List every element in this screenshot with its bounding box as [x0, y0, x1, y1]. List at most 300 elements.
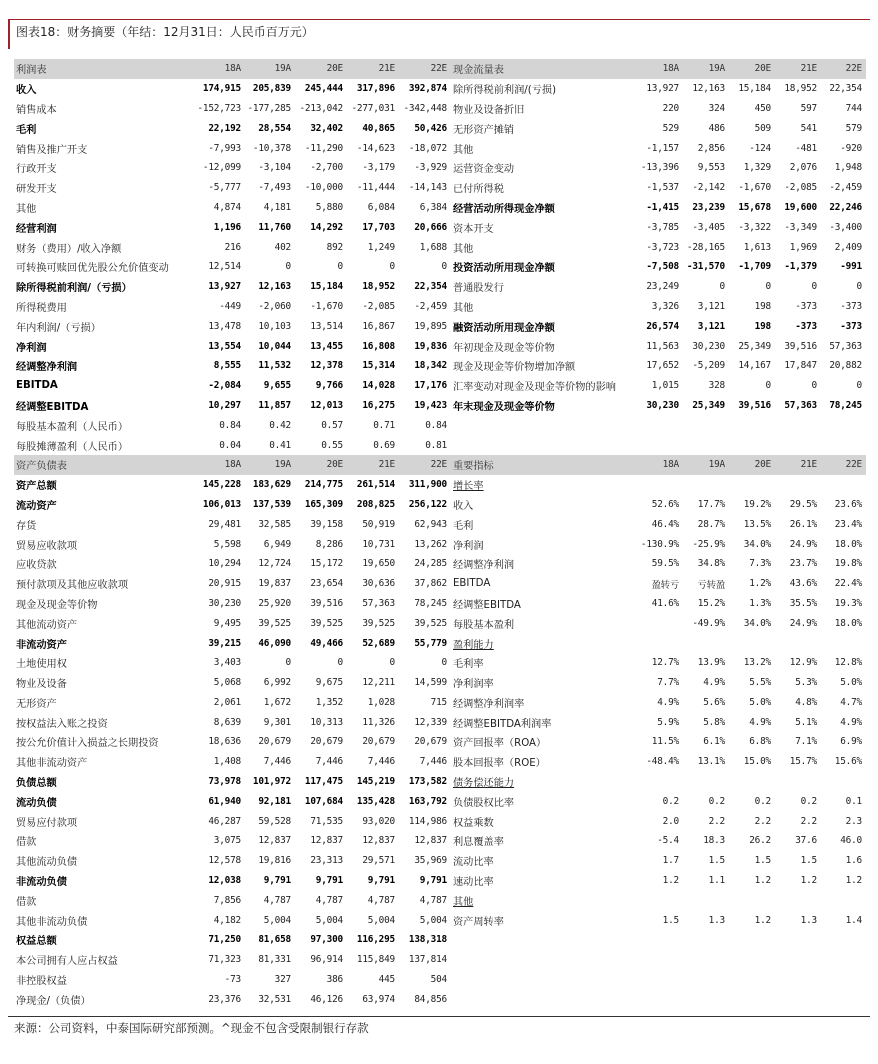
row-label: 投资活动所用现金净额 [453, 263, 555, 275]
cell-value: -481 [795, 142, 817, 154]
cell-value [637, 435, 683, 455]
cell-value: 23.7% [789, 558, 817, 570]
row-label: 负债总额 [16, 778, 57, 790]
table-row [14, 989, 451, 1009]
cell-value: 22E [821, 59, 866, 79]
cell-value: 0.57 [321, 419, 343, 431]
cell-value: 19.2% [743, 498, 771, 510]
cell-value: 0 [441, 261, 447, 273]
cell-value: 13.9% [697, 657, 725, 669]
cell-value: 13,927 [646, 83, 679, 95]
cell-value: 1.2 [800, 875, 817, 887]
cell-value: 23,239 [692, 201, 725, 213]
cell-value: 445 [378, 974, 395, 986]
row-label: 资产回报率（ROA） [453, 738, 547, 750]
cell-value: 15.7% [789, 756, 817, 768]
row-label: 资产总额 [16, 481, 57, 493]
cell-value: 0.2 [800, 795, 817, 807]
bottom-rule [8, 1016, 870, 1017]
table-row [451, 336, 866, 356]
cell-value: 3,403 [213, 657, 241, 669]
cell-value: 1,969 [789, 241, 817, 253]
row-label: 经调整净利润 [16, 362, 78, 374]
cell-value: 13,262 [414, 538, 447, 550]
cell-value: 20,666 [414, 221, 447, 233]
cell-value: 0 [811, 281, 817, 293]
table-row [14, 376, 451, 396]
cell-value: 529 [662, 122, 679, 134]
cell-value [821, 772, 866, 792]
cell-value: 19,600 [784, 201, 817, 213]
cell-value: 24.9% [789, 538, 817, 550]
cell-value: 486 [708, 122, 725, 134]
row-label: 其他 [453, 896, 474, 908]
cell-value: 198 [754, 300, 771, 312]
cell-value: 6,084 [367, 201, 395, 213]
cell-value: 14,292 [310, 221, 343, 233]
cell-value: 5,004 [263, 914, 291, 926]
cell-value: 4.8% [795, 696, 817, 708]
cell-value: 46,126 [310, 993, 343, 1005]
cell-value: 137,814 [408, 954, 447, 966]
cell-value: 78,245 [414, 597, 447, 609]
table-row [451, 752, 866, 772]
cell-value: 35.5% [789, 597, 817, 609]
row-label: 借款 [16, 896, 37, 908]
cell-value: 32,585 [258, 518, 291, 530]
row-label: 经调整EBITDA利润率 [453, 718, 552, 730]
cell-value: 117,475 [304, 776, 343, 788]
cell-value: 317,896 [356, 83, 395, 95]
cell-value: 11,760 [258, 221, 291, 233]
cell-value: 450 [754, 102, 771, 114]
cell-value: 20E [295, 455, 347, 475]
cell-value: -373 [795, 320, 817, 332]
cell-value: 20,679 [362, 736, 395, 748]
cell-value: 1.2 [754, 914, 771, 926]
row-label: 非控股权益 [16, 976, 67, 988]
row-label: 毛利 [16, 124, 37, 136]
cell-value: 0 [441, 657, 447, 669]
cell-value: 1,672 [263, 696, 291, 708]
cell-value: -3,104 [258, 162, 291, 174]
cell-value [683, 890, 729, 910]
cell-value: 46.0 [840, 835, 862, 847]
cell-value: 1,028 [367, 696, 395, 708]
cell-value: 20E [295, 59, 347, 79]
cell-value: 71,323 [208, 954, 241, 966]
cell-value: 9,655 [263, 380, 291, 392]
cell-value: 5,004 [419, 914, 447, 926]
cell-value: 13,927 [208, 281, 241, 293]
table-row [451, 594, 866, 614]
cell-value: -7,993 [208, 142, 241, 154]
cell-value: 19A [245, 455, 295, 475]
row-label: 现金及现金等价物 [16, 599, 98, 611]
cell-value: -1,415 [646, 201, 679, 213]
cell-value: 15,314 [362, 360, 395, 372]
cell-value: 1,613 [743, 241, 771, 253]
cell-value: 23.6% [834, 498, 862, 510]
table-row [14, 495, 451, 515]
row-label: 现金及现金等价物增加净额 [453, 362, 576, 374]
cell-value: -2,085 [362, 300, 395, 312]
cell-value: 261,514 [356, 479, 395, 491]
table-row [14, 871, 451, 891]
cell-value: 23,376 [208, 993, 241, 1005]
cell-value: -5,777 [208, 182, 241, 194]
row-label: 负债股权比率 [453, 797, 515, 809]
cell-value: 5.5% [749, 677, 771, 689]
cell-value: 35,969 [414, 855, 447, 867]
row-label: 其他 [16, 203, 37, 215]
cell-value [683, 772, 729, 792]
cell-value: 6,992 [263, 677, 291, 689]
cell-value: 20,915 [208, 578, 241, 590]
row-label: 融资活动所用现金净额 [453, 322, 555, 334]
cell-value: 116,295 [356, 934, 395, 946]
cell-value: 25,349 [692, 399, 725, 411]
cell-value: 7,856 [213, 894, 241, 906]
cell-value [729, 633, 775, 653]
cell-value: 324 [708, 102, 725, 114]
cell-value: 62,943 [414, 518, 447, 530]
cell-value: 19A [683, 59, 729, 79]
cell-value: 5,004 [315, 914, 343, 926]
cell-value: 11,532 [258, 360, 291, 372]
cell-value: 16,808 [362, 340, 395, 352]
row-label: 存货 [16, 520, 37, 532]
table-row [451, 396, 866, 416]
table-row [14, 297, 451, 317]
cell-value: 15.2% [697, 597, 725, 609]
table-row [14, 613, 451, 633]
cell-value: 12.8% [834, 657, 862, 669]
cell-value: 12,013 [310, 399, 343, 411]
cell-value [637, 475, 683, 495]
row-label: 所得税费用 [16, 302, 67, 314]
cell-value: 328 [708, 380, 725, 392]
cell-value: 12,837 [362, 835, 395, 847]
row-label: 年初现金及现金等价物 [453, 342, 555, 354]
cell-value: 39,158 [310, 518, 343, 530]
table-row [451, 257, 866, 277]
cell-value: -3,723 [646, 241, 679, 253]
cell-value: -48.4% [646, 756, 679, 768]
table-row [451, 99, 866, 119]
cell-value: 2,409 [834, 241, 862, 253]
table-header-row [14, 455, 451, 475]
cell-value: 6.8% [749, 736, 771, 748]
cell-value: 7,446 [263, 756, 291, 768]
table-row [451, 237, 866, 257]
table-row [14, 752, 451, 772]
cell-value: 1.5 [708, 855, 725, 867]
cell-value: 183,629 [252, 479, 291, 491]
cell-value: 12.9% [789, 657, 817, 669]
cell-value: 5.1% [795, 716, 817, 728]
cell-value: 4.9% [749, 716, 771, 728]
cell-value: 10,731 [362, 538, 395, 550]
cell-value: 29,481 [208, 518, 241, 530]
table-row [451, 831, 866, 851]
cell-value: 22E [399, 59, 451, 79]
cell-value: 17.7% [697, 498, 725, 510]
table-row [14, 118, 451, 138]
cell-value: 14,028 [362, 380, 395, 392]
cell-value: -13,396 [640, 162, 679, 174]
cell-value: 2,061 [213, 696, 241, 708]
table-row [451, 910, 866, 930]
cell-value: 1.2 [662, 875, 679, 887]
table-row [14, 415, 451, 435]
cell-value: 23,249 [646, 281, 679, 293]
table-row [14, 396, 451, 416]
cell-value: 15,184 [310, 281, 343, 293]
cell-value: -373 [840, 320, 862, 332]
row-label: 经调整净利润 [453, 560, 515, 572]
table-row [451, 613, 866, 633]
cell-value: -14,143 [408, 182, 447, 194]
cell-value: 0 [337, 261, 343, 273]
cell-value [729, 475, 775, 495]
cell-value: 579 [845, 122, 862, 134]
cell-value: 18,952 [362, 281, 395, 293]
cell-value: 5.0% [749, 696, 771, 708]
cell-value [821, 435, 866, 455]
cell-value: 15,184 [738, 83, 771, 95]
cell-value: 13,554 [208, 340, 241, 352]
table-row [14, 198, 451, 218]
cell-value: 57,363 [362, 597, 395, 609]
cell-value: 0 [765, 281, 771, 293]
cell-value: -277,031 [351, 102, 395, 114]
cell-value: 4.9% [703, 677, 725, 689]
cell-value: 3,121 [697, 300, 725, 312]
row-label: 无形资产摊销 [453, 124, 515, 136]
table-row [451, 851, 866, 871]
row-label: 每股基本盈利 [453, 619, 515, 631]
cell-value: -213,042 [299, 102, 343, 114]
cell-value: 7,446 [315, 756, 343, 768]
cell-value: 39,525 [414, 617, 447, 629]
cell-value: 1.5 [662, 914, 679, 926]
cell-value: 22,192 [208, 122, 241, 134]
cell-value: 15,172 [310, 558, 343, 570]
cell-value: 20,882 [829, 360, 862, 372]
cell-value: 1.3% [749, 597, 771, 609]
cell-value: -18,072 [408, 142, 447, 154]
table-row [451, 871, 866, 891]
cell-value: 6,384 [419, 201, 447, 213]
cell-value: 0.84 [219, 419, 241, 431]
cell-value: 18,342 [414, 360, 447, 372]
cell-value: 25,920 [258, 597, 291, 609]
table-row [14, 316, 451, 336]
cell-value: 19,650 [362, 558, 395, 570]
cell-value [683, 475, 729, 495]
cell-value: 2,076 [789, 162, 817, 174]
cell-value [729, 415, 775, 435]
cell-value: 8,639 [213, 716, 241, 728]
cell-value: 21E [347, 455, 399, 475]
cell-value: 12,837 [258, 835, 291, 847]
table-row [451, 791, 866, 811]
cell-value: 78,245 [829, 399, 862, 411]
cell-value: 46,287 [208, 815, 241, 827]
section-heading-row [451, 772, 866, 792]
cell-value: -130.9% [640, 538, 679, 550]
cell-value: 402 [274, 241, 291, 253]
cell-value: 22,354 [829, 83, 862, 95]
cell-value: 49,466 [310, 637, 343, 649]
cell-value: 13,478 [208, 320, 241, 332]
row-label: 其他流动资产 [16, 619, 78, 631]
cell-value: -5,209 [692, 360, 725, 372]
cell-value: 214,775 [304, 479, 343, 491]
cell-value: 11.5% [651, 736, 679, 748]
cell-value: -342,448 [403, 102, 447, 114]
cell-value: 165,309 [304, 498, 343, 510]
cell-value: 5.9% [657, 716, 679, 728]
cell-value: 744 [845, 102, 862, 114]
section-heading-row [451, 633, 866, 653]
cell-value: 9,301 [263, 716, 291, 728]
table-row [14, 970, 451, 990]
cell-value: 81,331 [258, 954, 291, 966]
cell-value [683, 633, 729, 653]
cell-value: 17,847 [784, 360, 817, 372]
cell-value: 12.7% [651, 657, 679, 669]
cell-value: 2.2 [754, 815, 771, 827]
row-label: 净现金/（负债） [16, 995, 91, 1007]
row-label [451, 435, 637, 455]
cell-value: 11,563 [646, 340, 679, 352]
cell-value: -1,379 [784, 261, 817, 273]
cell-value: 39,516 [784, 340, 817, 352]
table-row [451, 554, 866, 574]
table-row [14, 712, 451, 732]
cell-value: 81,658 [258, 934, 291, 946]
cell-value: 37.6 [795, 835, 817, 847]
table-row [14, 574, 451, 594]
row-label: 净利润率 [453, 679, 494, 691]
cell-value: 1.4 [845, 914, 862, 926]
cell-value: -31,570 [686, 261, 725, 273]
cell-value: 1.1 [708, 875, 725, 887]
cell-value: 107,684 [304, 795, 343, 807]
cell-value: 17,703 [362, 221, 395, 233]
cell-value: 17,652 [646, 360, 679, 372]
cell-value: 0.71 [373, 419, 395, 431]
cell-value: 245,444 [304, 83, 343, 95]
row-label: 可转换可赎回优先股公允价值变动 [16, 263, 169, 275]
table-row [14, 158, 451, 178]
cell-value: 55,779 [414, 637, 447, 649]
cell-value: 37,862 [414, 578, 447, 590]
cell-value: 18A [637, 455, 683, 475]
cell-value: 12,038 [208, 875, 241, 887]
cell-value: 1,688 [419, 241, 447, 253]
table-row [14, 693, 451, 713]
table-row [14, 475, 451, 495]
cell-value [637, 772, 683, 792]
cell-value: 22,354 [414, 281, 447, 293]
row-label: 借款 [16, 837, 37, 849]
cell-value: 9,791 [263, 875, 291, 887]
cell-value [821, 415, 866, 435]
table-row [451, 653, 866, 673]
cell-value: 34.8% [697, 558, 725, 570]
cell-value: 30,230 [208, 597, 241, 609]
cell-value: 892 [326, 241, 343, 253]
cell-value: 114,986 [408, 815, 447, 827]
cell-value: 9,675 [315, 677, 343, 689]
row-label: 研发开支 [16, 184, 57, 196]
cell-value: 5,068 [213, 677, 241, 689]
cell-value: 1.2% [749, 578, 771, 590]
cell-value: -373 [795, 300, 817, 312]
cell-value: 5,598 [213, 538, 241, 550]
cell-value: 盈转亏 [651, 579, 679, 591]
cell-value: 3,121 [697, 320, 725, 332]
cell-value: 12,837 [310, 835, 343, 847]
row-label: 其他 [453, 243, 474, 255]
cell-value: 28,554 [258, 122, 291, 134]
cell-value: 12,211 [362, 677, 395, 689]
cell-value: -2,060 [258, 300, 291, 312]
cell-value: 3,326 [651, 300, 679, 312]
table-row [14, 356, 451, 376]
table-row [14, 851, 451, 871]
cell-value: -2,142 [692, 182, 725, 194]
cell-value: -7,508 [646, 261, 679, 273]
figure-title: 图表18：财务摘要（年结：12月31日：人民币百万元） [8, 19, 870, 49]
cell-value: 21E [775, 59, 821, 79]
cell-value: 20,679 [310, 736, 343, 748]
row-label: 收入 [16, 85, 37, 97]
cell-value: 2.3 [845, 815, 862, 827]
cell-value: 52.6% [651, 498, 679, 510]
table-row [451, 514, 866, 534]
cell-value: 0 [856, 281, 862, 293]
cell-value: -1,670 [310, 300, 343, 312]
table-row [14, 178, 451, 198]
cell-value: 2.2 [800, 815, 817, 827]
table-row [451, 138, 866, 158]
cell-value [775, 772, 821, 792]
table-row [14, 534, 451, 554]
cell-value: 9,495 [213, 617, 241, 629]
table-body-right [451, 59, 866, 930]
cell-value: 18A [189, 455, 245, 475]
table-header-row [451, 455, 866, 475]
table-row [451, 158, 866, 178]
cell-value: 19,816 [258, 855, 291, 867]
table-row [451, 277, 866, 297]
cell-value: -3,785 [646, 221, 679, 233]
cell-value: 115,849 [356, 954, 395, 966]
table-row [14, 594, 451, 614]
row-label: 销售成本 [16, 104, 57, 116]
cell-value: 15.6% [834, 756, 862, 768]
cell-value: 43.6% [789, 578, 817, 590]
cell-value: 93,020 [362, 815, 395, 827]
cell-value [775, 475, 821, 495]
row-label: 按权益法入账之投资 [16, 718, 108, 730]
cell-value: -3,179 [362, 162, 395, 174]
cell-value: 106,013 [202, 498, 241, 510]
